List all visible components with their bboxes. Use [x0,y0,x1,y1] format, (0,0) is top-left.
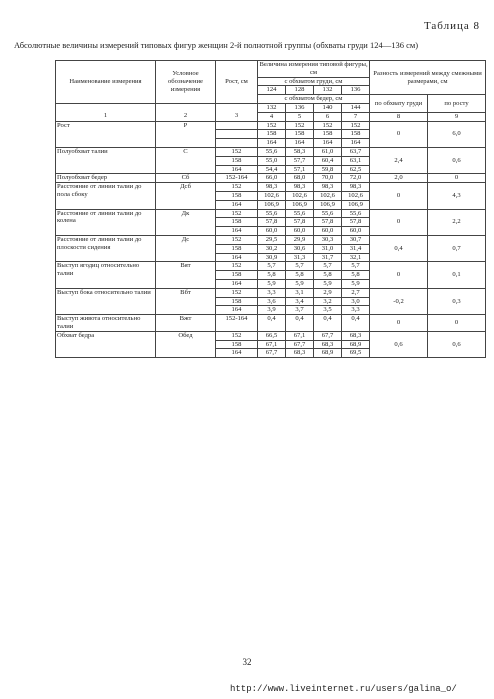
value-cell: 3,2 [314,297,342,306]
value-cell: 60,4 [314,156,342,165]
table-row [56,235,486,244]
height-cell: 152-164 [216,174,258,183]
height-cell: 164 [216,253,258,262]
header-blank [56,103,156,112]
value-cell: 57,7 [286,156,314,165]
value-cell: 67,7 [258,349,286,358]
value-cell: 69,5 [342,349,370,358]
table-row [56,121,486,130]
diff-height-cell: 0,7 [428,235,486,261]
diff-chest-cell: 0 [370,315,428,332]
height-cell: 152 [216,331,258,340]
value-cell: 31,3 [286,253,314,262]
header-row-1 [56,61,486,78]
value-cell: 5,9 [342,279,370,288]
value-cell: 30,9 [258,253,286,262]
header-chest-value: 136 [342,86,370,95]
value-cell: 68,9 [342,340,370,349]
value-cell: 158 [342,130,370,139]
column-number: 8 [370,112,428,121]
value-cell: 67,1 [286,331,314,340]
header-hip-value: 144 [342,103,370,112]
header-chest-value: 132 [314,86,342,95]
column-number: 9 [428,112,486,121]
diff-chest-cell: 0 [370,262,428,288]
header-blank [156,103,216,112]
value-cell: 63,7 [342,147,370,156]
value-cell: 0,4 [342,315,370,332]
table-row [56,331,486,340]
value-cell: 0,4 [314,315,342,332]
value-cell: 5,9 [314,279,342,288]
measurement-symbol: Обед [156,331,216,357]
value-cell: 60,0 [286,227,314,236]
value-cell: 29,5 [258,235,286,244]
value-cell: 102,6 [342,191,370,200]
diff-chest-cell: 0,6 [370,331,428,357]
header-height: Рост, см [216,61,258,104]
height-cell: 158 [216,156,258,165]
value-cell: 106,9 [286,200,314,209]
value-cell: 102,6 [286,191,314,200]
value-cell: 67,7 [314,331,342,340]
diff-height-cell: 4,3 [428,183,486,209]
diff-chest-cell: 0,4 [370,235,428,261]
measurement-symbol: Р [156,121,216,147]
value-cell: 57,8 [286,218,314,227]
value-cell: 158 [314,130,342,139]
value-cell: 30,6 [286,244,314,253]
value-cell: 59,8 [314,165,342,174]
diff-height-cell: 0,6 [428,331,486,357]
value-cell: 5,8 [314,271,342,280]
value-cell: 5,9 [258,279,286,288]
diff-height-cell: 6,0 [428,121,486,147]
value-cell: 57,8 [314,218,342,227]
height-cell: 164 [216,200,258,209]
column-number: 1 [56,112,156,121]
value-cell: 102,6 [314,191,342,200]
diff-height-cell: 0,1 [428,262,486,288]
height-cell: 158 [216,297,258,306]
measurement-symbol: Сб [156,174,216,183]
height-cell: 152-164 [216,315,258,332]
value-cell: 5,9 [286,279,314,288]
header-diff-height: по росту [428,95,486,113]
header-chest-value: 124 [258,86,286,95]
diff-chest-cell: 0 [370,183,428,209]
value-cell: 98,3 [258,183,286,192]
value-cell: 5,7 [286,262,314,271]
header-diff-title: Разность измерений между смежными размерами, см [370,61,486,95]
height-cell: 164 [216,306,258,315]
table-row [56,209,486,218]
value-cell: 98,3 [314,183,342,192]
value-cell: 106,9 [258,200,286,209]
value-cell: 57,1 [286,165,314,174]
value-cell: 98,3 [342,183,370,192]
value-cell: 3,0 [342,297,370,306]
column-number: 7 [342,112,370,121]
height-cell: 152 [216,262,258,271]
value-cell: 68,3 [286,349,314,358]
measurement-name: Полуобхват талии [56,147,156,173]
value-cell: 30,7 [342,235,370,244]
measurement-symbol: Дк [156,209,216,235]
header-hip-value: 140 [314,103,342,112]
value-cell: 54,4 [258,165,286,174]
height-cell: 158 [216,191,258,200]
value-cell: 55,6 [258,209,286,218]
height-cell [216,139,258,148]
measurement-symbol: Дс [156,235,216,261]
table-row [56,288,486,297]
value-cell: 5,8 [342,271,370,280]
measurement-symbol: С [156,147,216,173]
value-cell: 30,3 [314,235,342,244]
value-cell: 3,9 [258,306,286,315]
value-cell: 58,3 [286,147,314,156]
measurement-name: Расстояние от линии талии до пола сбоку [56,183,156,209]
measurement-name: Выступ ягодиц относительно талии [56,262,156,288]
value-cell: 3,6 [258,297,286,306]
value-cell: 3,1 [286,288,314,297]
value-cell: 68,3 [342,331,370,340]
value-cell: 67,7 [286,340,314,349]
height-cell: 152 [216,235,258,244]
diff-height-cell: 0 [428,174,486,183]
height-cell [216,130,258,139]
column-number: 6 [314,112,342,121]
height-cell: 152 [216,209,258,218]
value-cell: 55,6 [258,147,286,156]
height-cell: 158 [216,340,258,349]
diff-chest-cell: 2,4 [370,147,428,173]
diff-chest-cell: 2,0 [370,174,428,183]
value-cell: 5,8 [258,271,286,280]
value-cell: 29,9 [286,235,314,244]
header-chest-girth: с обхватом груди, см [258,77,370,86]
header-hip-value: 132 [258,103,286,112]
value-cell: 30,2 [258,244,286,253]
table-caption: Абсолютные величины измерений типовых фигур женщин 2-й полнотной группы (обхваты груди 124—136 см) [14,40,419,50]
value-cell: 164 [286,139,314,148]
value-cell: 63,1 [342,156,370,165]
measurements-table-wrapper [55,60,485,358]
value-cell: 55,0 [258,156,286,165]
value-cell: 31,0 [314,244,342,253]
value-cell: 70,0 [314,174,342,183]
value-cell: 2,9 [314,288,342,297]
diff-height-cell: 0,3 [428,288,486,314]
value-cell: 67,1 [258,340,286,349]
measurement-symbol: Вжт [156,315,216,332]
value-cell: 164 [314,139,342,148]
value-cell: 31,7 [314,253,342,262]
value-cell: 5,7 [342,262,370,271]
column-number: 4 [258,112,286,121]
value-cell: 152 [342,121,370,130]
header-hip-value: 136 [286,103,314,112]
measurement-symbol: Вбт [156,288,216,314]
column-number: 3 [216,112,258,121]
column-number: 2 [156,112,216,121]
value-cell: 68,3 [314,340,342,349]
diff-height-cell: 2,2 [428,209,486,235]
value-cell: 3,5 [314,306,342,315]
value-cell: 57,8 [342,218,370,227]
value-cell: 158 [286,130,314,139]
measurements-table [55,60,486,358]
table-body [56,61,486,358]
value-cell: 68,0 [286,174,314,183]
value-cell: 152 [286,121,314,130]
height-cell: 164 [216,227,258,236]
value-cell: 60,0 [258,227,286,236]
value-cell: 3,3 [258,288,286,297]
header-blank [216,103,258,112]
value-cell: 61,0 [314,147,342,156]
measurement-name: Рост [56,121,156,147]
measurement-symbol: Дсб [156,183,216,209]
value-cell: 102,6 [258,191,286,200]
value-cell: 55,6 [342,209,370,218]
value-cell: 98,3 [286,183,314,192]
measurement-symbol: Вят [156,262,216,288]
height-cell: 164 [216,349,258,358]
table-row [56,147,486,156]
diff-height-cell: 0,6 [428,147,486,173]
footer-url: http://www.liveinternet.ru/users/galina_o/ [230,684,457,694]
value-cell: 0,4 [286,315,314,332]
value-cell: 5,7 [258,262,286,271]
measurement-name: Расстояние от линии талии до плоскости сидения [56,235,156,261]
page-number: 32 [242,657,252,667]
value-cell: 5,7 [314,262,342,271]
measurement-name: Полуобхват бедер [56,174,156,183]
header-name: Наименование измерения [56,61,156,104]
value-cell: 164 [258,139,286,148]
table-row [56,315,486,332]
header-symbol: Условное обозначение измерения [156,61,216,104]
measurement-name: Обхват бедра [56,331,156,357]
value-cell: 55,6 [286,209,314,218]
header-chest-value: 128 [286,86,314,95]
value-cell: 60,0 [342,227,370,236]
height-cell: 158 [216,244,258,253]
value-cell: 68,9 [314,349,342,358]
value-cell: 55,6 [314,209,342,218]
value-cell: 62,5 [342,165,370,174]
height-cell: 164 [216,279,258,288]
table-row [56,183,486,192]
value-cell: 3,4 [286,297,314,306]
height-cell [216,121,258,130]
column-number: 5 [286,112,314,121]
value-cell: 5,8 [286,271,314,280]
table-label: Таблица 8 [423,20,480,32]
value-cell: 106,9 [342,200,370,209]
header-hip-girth: с обхватом бедер, см [258,95,370,104]
value-cell: 106,9 [314,200,342,209]
height-cell: 152 [216,147,258,156]
height-cell: 158 [216,271,258,280]
header-values-title: Величина измерения типовой фигуры, см [259,61,368,76]
value-cell: 3,3 [342,306,370,315]
column-numbers-row [56,112,486,121]
value-cell: 66,5 [258,331,286,340]
diff-chest-cell: 0 [370,121,428,147]
measurement-name: Расстояние от линии талии до колена [56,209,156,235]
height-cell: 152 [216,288,258,297]
diff-chest-cell: 0 [370,209,428,235]
value-cell: 3,7 [286,306,314,315]
value-cell: 32,1 [342,253,370,262]
table-row [56,174,486,183]
diff-chest-cell: -0,2 [370,288,428,314]
measurement-name: Выступ бока относительно талии [56,288,156,314]
header-diff-chest: по обхвату груди [370,95,428,113]
value-cell: 60,0 [314,227,342,236]
value-cell: 164 [342,139,370,148]
value-cell: 57,8 [258,218,286,227]
height-cell: 152 [216,183,258,192]
value-cell: 2,7 [342,288,370,297]
value-cell: 31,4 [342,244,370,253]
diff-height-cell: 0 [428,315,486,332]
height-cell: 158 [216,218,258,227]
height-cell: 164 [216,165,258,174]
value-cell: 158 [258,130,286,139]
value-cell: 152 [314,121,342,130]
measurement-name: Выступ живота относительно талии [56,315,156,332]
value-cell: 66,0 [258,174,286,183]
value-cell: 0,4 [258,315,286,332]
value-cell: 72,0 [342,174,370,183]
value-cell: 152 [258,121,286,130]
table-row [56,262,486,271]
